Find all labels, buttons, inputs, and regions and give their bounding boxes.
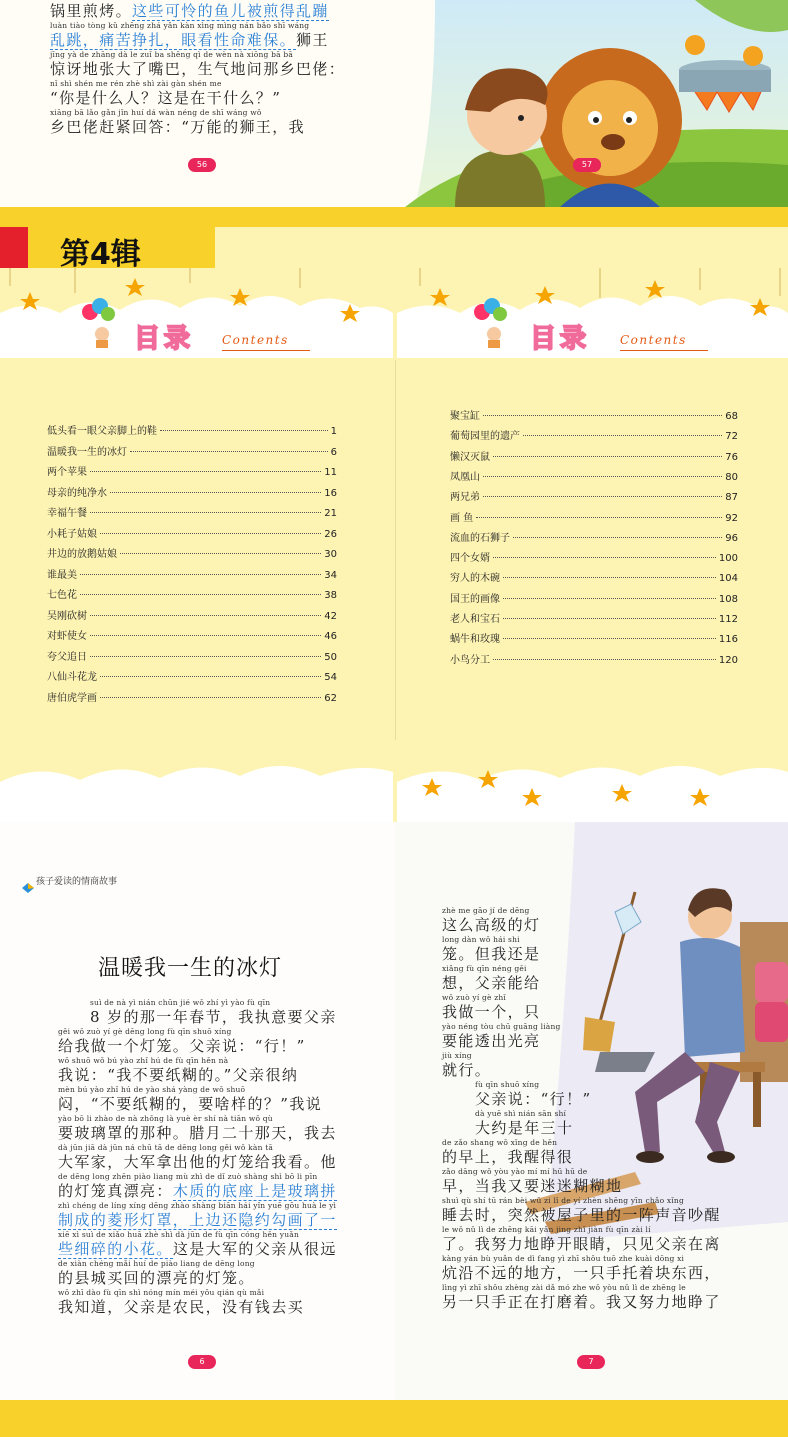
pinyin-line: gěi wǒ zuò yí gè dēng long fù qīn shuō xíng <box>58 1027 232 1036</box>
toc-entry[interactable] <box>47 525 337 539</box>
hanzi-line <box>442 1148 573 1167</box>
pinyin-line: zhè me gāo jí de dēng <box>442 906 530 915</box>
toc-entry-page: 96 <box>725 532 738 544</box>
bottom-yellow-band <box>0 1400 788 1437</box>
text-segment: 惊讶地张大了嘴巴，生气地问那乡巴佬： <box>50 60 346 78</box>
balloon-kid-icon-right <box>470 298 522 352</box>
text-segment: 我知道，父亲是农民，没有钱去买 <box>58 1298 305 1316</box>
top-left-page <box>0 0 395 207</box>
toc-entry-title: 对虾使女 <box>47 631 87 642</box>
toc-entry-title: 懒汉灭鼠 <box>450 451 490 463</box>
toc-entry-title: 七色花 <box>47 590 77 601</box>
toc-entry-title: 小耗子姑娘 <box>47 528 97 540</box>
hanzi-line <box>50 89 281 108</box>
text-line <box>58 1056 298 1085</box>
highlighted-phrase: 些细碎的小花。 <box>58 1240 173 1258</box>
toc-entry-title: 流血的石狮子 <box>450 532 510 544</box>
toc-entry[interactable] <box>47 484 337 498</box>
highlighted-phrase: 乱跳，痛苦挣扎，眼看性命难保。 <box>50 31 297 49</box>
hanzi-line <box>58 1095 322 1114</box>
toc-entry-page: 68 <box>725 411 738 422</box>
pinyin-line: yào néng tòu chū guāng liàng <box>442 1022 561 1031</box>
pinyin-line: suì de nà yì nián chūn jié wǒ zhí yì yào fù qīn <box>90 998 271 1007</box>
hanzi-line <box>442 1003 540 1022</box>
toc-entry-title: 夸父追日 <box>47 651 87 663</box>
toc-entry[interactable] <box>47 607 337 621</box>
story-title: 温暖我一生的冰灯 <box>98 956 283 981</box>
toc-entry[interactable] <box>47 648 337 662</box>
toc-entry-page: 11 <box>324 467 337 478</box>
toc-dot-leader <box>90 471 321 472</box>
text-segment: 大军家，大军拿出他的灯笼给我看。他 <box>58 1153 337 1171</box>
toc-entry[interactable] <box>47 689 337 703</box>
toc-entry-title: 穷人的木碗 <box>450 573 500 585</box>
toc-dot-leader <box>90 656 321 657</box>
toc-entry-title: 唐伯虎学画 <box>47 692 97 704</box>
toc-entry-page: 108 <box>718 593 738 605</box>
highlighted-phrase: 这些可怜的鱼儿被煎得乱蹦 <box>132 2 329 20</box>
text-segment: 了。我努力地睁开眼睛，只见父亲在离 <box>442 1235 721 1253</box>
pinyin-line: jiù xíng <box>442 1051 472 1060</box>
hanzi-line <box>58 1153 337 1172</box>
pinyin-line: de xiàn chéng mǎi huí de piào liang de dēng long <box>58 1259 255 1268</box>
book-logo-icon <box>22 878 32 888</box>
toc-entry-page: 46 <box>324 631 337 642</box>
toc-entry[interactable] <box>450 427 738 441</box>
pinyin-line: jīng yà de zhāng dà le zuǐ ba shēng qì de wèn nà xiōng bā bā <box>50 50 294 59</box>
pinyin-line: zhì chéng de líng xíng dēng zhào shàng biān hái yǐn yuē gōu huà le yì <box>58 1201 337 1210</box>
pinyin-line: dà jūn jiā dà jūn ná chū tā de dēng long gěi wǒ kàn tā <box>58 1143 274 1152</box>
text-segment: 笼。但我还是 <box>442 945 541 963</box>
text-segment: 睡去时，突然被屋子里的一阵声音吵醒 <box>442 1206 721 1224</box>
pinyin-line: mèn bú yào zhǐ hú de yào shá yàng de wǒ shuō <box>58 1085 246 1094</box>
text-line <box>58 1288 304 1317</box>
hanzi-line <box>50 60 345 79</box>
hanzi-line <box>442 974 540 993</box>
text-segment: 的灯笼真漂亮： <box>58 1182 173 1200</box>
pinyin-line: kàng yán bù yuǎn de dì fang yì zhī shǒu tuō zhe kuài dōng xi <box>442 1254 685 1263</box>
toc-entry-page: 87 <box>725 492 738 504</box>
text-line <box>90 998 337 1027</box>
text-line <box>58 1027 306 1056</box>
toc-dot-leader <box>493 659 716 660</box>
toc-entry-page: 120 <box>718 654 738 666</box>
pinyin-line: xiāng bā lǎo gǎn jǐn huí dá wàn néng de shī wáng wǒ <box>50 108 262 117</box>
toc-entry-title: 井边的放鹅姑娘 <box>47 549 117 560</box>
hanzi-line <box>58 1124 337 1143</box>
pinyin-line: yào bō li zhào de nà zhǒng là yuè èr shí nà tiān wǒ qù <box>58 1114 273 1123</box>
text-segment: 父亲说：“行！” <box>475 1090 592 1108</box>
toc-entry-title: 吴刚砍树 <box>47 610 87 622</box>
toc-entry[interactable] <box>450 529 738 543</box>
volume-red-tab <box>0 227 28 268</box>
toc-entry[interactable] <box>450 590 738 604</box>
toc-dot-leader <box>110 492 321 493</box>
toc-entry[interactable] <box>450 448 738 462</box>
toc-entry[interactable] <box>47 586 337 600</box>
spine-divider <box>395 360 396 740</box>
toc-entry-page: 62 <box>324 692 337 704</box>
text-line <box>442 1283 721 1312</box>
toc-entry-page: 34 <box>324 569 337 581</box>
text-line <box>58 1172 337 1201</box>
toc-entry-page: 21 <box>324 508 337 519</box>
toc-entry-page: 54 <box>324 672 337 683</box>
text-line <box>442 993 540 1022</box>
text-line <box>58 1114 337 1143</box>
toc-entry[interactable] <box>450 488 738 502</box>
toc-dot-leader <box>120 553 321 554</box>
toc-dot-leader <box>160 430 328 431</box>
lion-scene-image <box>395 0 788 207</box>
toc-entry[interactable] <box>450 509 738 523</box>
pinyin-line: wǒ zhī dào fù qīn shì nóng mín méi yǒu qián qù mǎi <box>58 1288 265 1297</box>
text-line <box>58 1085 322 1114</box>
hanzi-line <box>58 1037 306 1056</box>
text-line <box>442 935 540 964</box>
text-line <box>58 1259 255 1288</box>
hanzi-line <box>442 945 540 964</box>
page-number-57: 57 <box>573 158 601 172</box>
text-line <box>50 108 305 137</box>
toc-entry[interactable] <box>47 504 337 518</box>
text-segment: 我说：“我不要纸糊的。”父亲很纳 <box>58 1066 299 1084</box>
toc-entry-page: 80 <box>725 471 738 483</box>
text-segment: 就行。 <box>442 1061 492 1079</box>
hanzi-line <box>475 1090 592 1109</box>
pinyin-line: xiǎng fù qīn néng gěi <box>442 964 527 973</box>
toc-dot-leader <box>476 517 722 518</box>
text-line <box>58 1230 337 1259</box>
toc-dot-leader <box>130 451 328 452</box>
text-line <box>442 1022 561 1051</box>
heading-underline-left <box>222 350 310 351</box>
pinyin-line: lìng yì zhī shǒu zhèng zài dǎ mó zhe wǒ yòu nǔ lì de zhēng le <box>442 1283 686 1292</box>
pinyin-line: nǐ shì shén me rén zhè shì zài gàn shén me <box>50 79 222 88</box>
toc-entry-page: 116 <box>718 634 738 646</box>
text-segment: 的县城买回的漂亮的灯笼。 <box>58 1269 255 1287</box>
highlighted-phrase: 木质的底座上是玻璃拼 <box>172 1182 337 1200</box>
toc-entry-title: 幸福午餐 <box>47 508 87 519</box>
toc-entry-title: 葡萄园里的遗产 <box>450 431 520 443</box>
pinyin-line: dà yuē shì nián sān shí <box>475 1109 567 1118</box>
toc-entry-page: 42 <box>324 610 337 622</box>
toc-entry[interactable] <box>47 668 337 682</box>
text-segment: 另一只手正在打磨着。我又努力地睁了 <box>442 1293 721 1311</box>
hanzi-line <box>50 2 329 21</box>
text-segment: 要玻璃罩的那种。腊月二十那天，我去 <box>58 1124 337 1142</box>
toc-dot-leader <box>80 594 321 595</box>
page-number-56: 56 <box>188 158 216 172</box>
toc-entry[interactable] <box>450 569 738 583</box>
toc-dot-leader <box>100 533 321 534</box>
toc-dot-leader <box>523 435 722 436</box>
toc-entry[interactable] <box>450 651 738 665</box>
hanzi-line <box>475 1119 573 1138</box>
toc-dot-leader <box>513 537 722 538</box>
hanzi-line <box>442 1293 721 1312</box>
hanzi-line <box>442 1235 721 1254</box>
hanzi-line <box>442 1206 721 1225</box>
toc-entry[interactable] <box>450 407 738 421</box>
text-line <box>442 1167 622 1196</box>
toc-entry-page: 76 <box>725 451 738 463</box>
toc-entry-page: 104 <box>718 573 738 585</box>
toc-dot-leader <box>90 635 321 636</box>
toc-entry-title: 两个苹果 <box>47 467 87 478</box>
contents-heading-right-en: Contents <box>620 333 687 347</box>
toc-entry[interactable] <box>450 549 738 563</box>
pinyin-line: de zǎo shang wǒ xǐng de hěn <box>442 1138 558 1147</box>
heading-underline-right <box>620 350 708 351</box>
pinyin-line: shuì qù shí tū rán bèi wū zi lǐ de yí zhèn shēng yīn chǎo xǐng <box>442 1196 684 1205</box>
toc-entry-title: 温暖我一生的冰灯 <box>47 446 127 458</box>
toc-entry-title: 凤凰山 <box>450 471 480 483</box>
contents-heading-left-cn: 目录 <box>134 324 195 354</box>
series-title: 孩子爱读的情商故事 <box>36 877 118 887</box>
hanzi-line <box>58 1269 255 1288</box>
toc-dot-leader <box>90 512 321 513</box>
volume-label: 第4辑 <box>60 237 141 272</box>
text-segment: 乡巴佬赶紧回答：“万能的狮王，我 <box>50 118 306 136</box>
toc-entry[interactable] <box>450 610 738 624</box>
pinyin-line: le wǒ nǔ lì de zhēng kāi yǎn jing zhǐ jiàn fù qīn zài lí <box>442 1225 651 1234</box>
pinyin-line: zǎo dāng wǒ yòu yào mí mí hū hū de <box>442 1167 588 1176</box>
toc-entry-title: 聚宝缸 <box>450 411 480 422</box>
toc-dot-leader <box>493 456 722 457</box>
toc-entry-page: 100 <box>718 553 738 565</box>
toc-entry-page: 6 <box>330 446 337 458</box>
hanzi-line <box>442 1177 622 1196</box>
toc-dot-leader <box>483 415 722 416</box>
toc-entry-title: 两兄弟 <box>450 492 480 504</box>
text-line <box>442 964 540 993</box>
toc-entry-page: 72 <box>725 431 738 443</box>
hanzi-line <box>58 1182 337 1201</box>
text-line <box>442 1254 721 1283</box>
hanzi-line <box>58 1066 298 1085</box>
toc-dot-leader <box>80 574 321 575</box>
toc-entry-page: 30 <box>324 549 337 560</box>
toc-entry[interactable] <box>47 422 337 436</box>
text-line <box>50 21 329 50</box>
bottom-cloud-decoration <box>0 742 788 822</box>
hanzi-line <box>50 31 329 50</box>
text-line <box>58 1143 337 1172</box>
toc-entry[interactable] <box>47 566 337 580</box>
toc-entry[interactable] <box>450 630 738 644</box>
text-segment: 给我做一个灯笼。父亲说：“行！” <box>58 1037 306 1055</box>
yellow-band <box>0 207 788 227</box>
toc-dot-leader <box>483 496 722 497</box>
text-segment: 这是大军的父亲从很远 <box>172 1240 337 1258</box>
hanzi-line <box>90 1008 337 1027</box>
text-line <box>442 1196 721 1225</box>
pinyin-line: de dēng long zhēn piào liang mù zhì de dǐ zuò shàng shì bō li pīn <box>58 1172 318 1181</box>
toc-entry-title: 国王的画像 <box>450 593 500 605</box>
text-segment: 这么高级的灯 <box>442 916 541 934</box>
text-line <box>50 0 329 21</box>
toc-dot-leader <box>503 598 716 599</box>
toc-entry-page: 50 <box>324 651 337 663</box>
text-line <box>475 1109 573 1138</box>
toc-entry-page: 38 <box>324 590 337 601</box>
toc-entry-title: 画 鱼 <box>450 512 474 524</box>
toc-entry-title: 母亲的纯净水 <box>47 487 107 499</box>
text-line <box>442 1225 721 1254</box>
text-segment: 早，当我又要迷迷糊糊地 <box>442 1177 623 1195</box>
toc-entry[interactable] <box>47 463 337 477</box>
text-segment: 我做一个，只 <box>442 1003 541 1021</box>
toc-entry-title: 蜗牛和玫瑰 <box>450 634 500 646</box>
toc-dot-leader <box>100 676 321 677</box>
toc-dot-leader <box>503 577 716 578</box>
text-line <box>442 1051 491 1080</box>
text-line <box>442 906 540 935</box>
hanzi-line <box>442 916 540 935</box>
toc-entry[interactable] <box>47 545 337 559</box>
text-line <box>58 1201 337 1230</box>
toc-entry[interactable] <box>450 468 738 482</box>
text-line <box>475 1080 592 1109</box>
toc-entry-title: 低头看一眼父亲脚上的鞋 <box>47 426 157 437</box>
lion-illustration <box>395 0 788 207</box>
text-line <box>50 79 281 108</box>
story-right-page <box>395 822 788 1400</box>
hanzi-line <box>58 1298 304 1317</box>
text-segment: 炕沿不远的地方，一只手托着块东西， <box>442 1264 721 1282</box>
toc-entry-page: 16 <box>324 487 337 499</box>
text-segment: 狮王 <box>296 31 329 49</box>
contents-heading-right-cn: 目录 <box>530 324 591 354</box>
hanzi-line <box>58 1240 337 1259</box>
hanzi-line <box>442 1032 561 1051</box>
pinyin-line: wǒ shuō wǒ bú yào zhǐ hú de fù qīn hěn nà <box>58 1056 229 1065</box>
pinyin-line: fù qīn shuō xíng <box>475 1080 540 1089</box>
hanzi-line <box>58 1211 337 1230</box>
toc-entry-title: 谁最美 <box>47 569 77 581</box>
hanzi-line <box>442 1061 491 1080</box>
toc-entry[interactable] <box>47 443 337 457</box>
text-segment: 要能透出光亮 <box>442 1032 541 1050</box>
toc-entry-page: 1 <box>330 426 337 437</box>
toc-dot-leader <box>483 476 722 477</box>
toc-entry-title: 老人和宝石 <box>450 614 500 625</box>
hanzi-line <box>442 1264 721 1283</box>
hanzi-line <box>50 118 305 137</box>
toc-dot-leader <box>503 618 716 619</box>
toc-entry-page: 92 <box>725 512 738 524</box>
toc-entry[interactable] <box>47 627 337 641</box>
page-number-7: 7 <box>577 1355 605 1369</box>
text-segment: 锅里煎烤。 <box>50 2 133 20</box>
pinyin-line: luàn tiào tòng kǔ zhēng zhá yǎn kàn xìng mìng nán bǎo shī wáng <box>50 21 310 30</box>
text-segment: “你是什么人？这是在干什么？” <box>50 89 282 107</box>
text-segment: 的早上，我醒得很 <box>442 1148 574 1166</box>
text-segment: 闷，“不要纸糊的，要啥样的？”我说 <box>58 1095 323 1113</box>
text-segment: 想，父亲能给 <box>442 974 541 992</box>
toc-entry-title: 八仙斗花龙 <box>47 672 97 683</box>
page-number-6: 6 <box>188 1355 216 1369</box>
pinyin-line: long dàn wǒ hái shi <box>442 935 520 944</box>
balloon-kid-icon-left <box>78 298 130 352</box>
text-line <box>50 50 345 79</box>
highlighted-phrase: 制成的菱形灯罩，上边还隐约勾画了一 <box>58 1211 337 1229</box>
toc-dot-leader <box>90 615 321 616</box>
toc-entry-title: 四个女婿 <box>450 553 490 565</box>
pinyin-line: wǒ zuò yí gè zhǐ <box>442 993 507 1002</box>
toc-entry-page: 26 <box>324 528 337 540</box>
pinyin-line: xiē xì suì de xiǎo huā zhè shì dà jūn de fù qīn cóng hěn yuǎn <box>58 1230 299 1239</box>
toc-entry-page: 112 <box>718 614 738 625</box>
contents-heading-left-en: Contents <box>222 333 289 347</box>
toc-dot-leader <box>100 697 321 698</box>
toc-dot-leader <box>493 557 716 558</box>
text-segment: 大约是年三十 <box>475 1119 574 1137</box>
text-segment: 8 岁的那一年春节，我执意要父亲 <box>90 1008 337 1026</box>
toc-entry-title: 小鸟分工 <box>450 654 490 666</box>
toc-dot-leader <box>503 638 716 639</box>
text-line <box>442 1138 573 1167</box>
